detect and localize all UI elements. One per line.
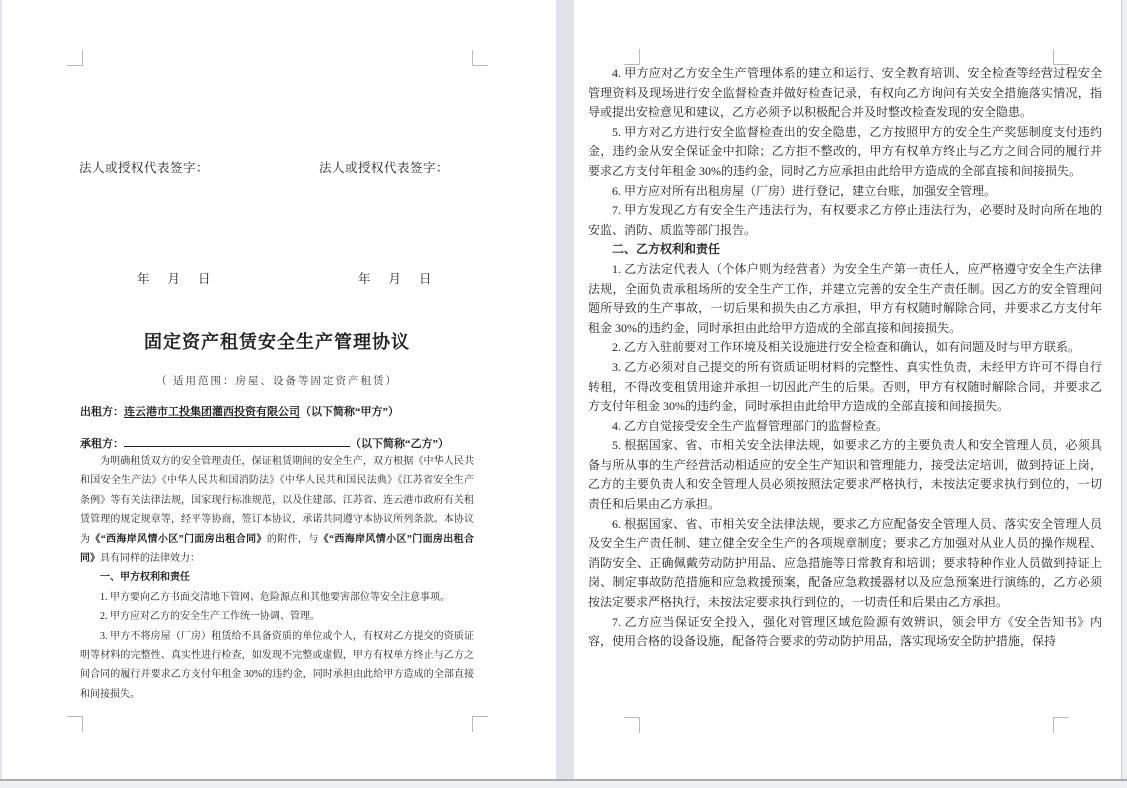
text-run: 5. 甲方对乙方进行安全监督检查出的安全隐患，乙方按照甲方的安全生产奖惩制度支付违约金，违约金从安全保证金中扣除；乙方拒不整改的，甲方有权单方终止与乙方之间合同的履行并要求乙方支付年租金 30%的违约金，同时乙方应承担由此给甲方造成的全部直接和间接损失。: [588, 124, 1102, 178]
signature-label-right[interactable]: 法人或授权代表签字：: [319, 161, 450, 175]
bold-text-run: 《“西海岸风情小区”门面房出租合同》: [90, 533, 267, 545]
margin-mark-bottom-left-icon: [624, 717, 640, 733]
date-line-left[interactable]: [137, 269, 211, 287]
margin-mark-bottom-right-icon: [472, 716, 488, 732]
lessee-suffix: （以下简称“乙方”）: [350, 438, 449, 450]
text-run: 7. 乙方应当保证安全投入，强化对管理区域危险源有效辨识，领会甲方《安全告知书》内容，使用合格的设备设施，配备符合要求的劳动防护用品，落实现场安全防护措施，保持: [588, 614, 1102, 649]
window-bottom-edge: [0, 779, 1127, 788]
vertical-scrollbar[interactable]: [1121, 0, 1127, 779]
document-page-2[interactable]: [574, 0, 1122, 779]
section-heading-paragraph: [588, 240, 1102, 260]
text-run: 二、乙方权利和责任: [612, 242, 721, 257]
body-paragraph: [588, 358, 1102, 417]
text-run: 一、甲方权利和责任: [100, 572, 190, 584]
lessee-line[interactable]: [80, 435, 449, 451]
text-run: 3. 乙方必须对自己提交的所有资质证明材料的完整性、真实性负责，未经甲方许可不得自行转租，不得改变租赁用途并承担一切因此产生的后果。否则，甲方有权随时解除合同，并要求乙方支付年租金 30%的违约金，同时承担由此给甲方造成的全部直接和间接损失。: [588, 359, 1102, 414]
text-run: 具有同样的法律效力：: [100, 553, 200, 565]
text-run: 7. 甲方发现乙方有安全生产违法行为，有权要求乙方停止违法行为，必要时及时向所在地的安监、消防、质监等部门报告。: [588, 203, 1102, 237]
body-paragraph: [80, 627, 474, 705]
text-run: 2. 甲方应对乙方的安全生产工作统一协调、管理。: [100, 611, 320, 623]
body-paragraph: [588, 64, 1102, 123]
text-run: 4. 甲方应对乙方安全生产管理体系的建立和运行、安全教育培训、安全检查等经营过程安全管理资料及现场进行安全监督检查并做好检查记录，有权向乙方询问有关安全措施落实情况，指导或提出安检意见和建议，乙方必须予以积极配合并及时整改检查发现的安全隐患。: [588, 66, 1102, 120]
body-paragraph: [588, 515, 1102, 613]
body-paragraph: [588, 123, 1102, 182]
margin-mark-bottom-right-icon: [1053, 717, 1069, 733]
document-page-1[interactable]: [2, 0, 556, 779]
text-run: 4. 乙方自觉接受安全生产监督管理部门的监督检查。: [612, 418, 889, 433]
agreement-scope-subtitle[interactable]: （ 适用范围：房屋、设备等固定资产租赁）: [155, 376, 399, 387]
body-paragraph: [588, 436, 1102, 514]
text-run: 6. 根据国家、省、市相关安全法律法规，要求乙方应配备安全管理人员、落实安全管理人员及安全生产责任制、建立健全安全生产的各项规章制度；要求乙方加强对从业人员的操作规程、消防安全、正确佩戴劳动防护用品、应急措施等日常教育和培训；要求特种作业人员做到持证上岗、制定事故防范措施和应急救援预案，配备应急救援器材以及应急预案进行演练的，乙方必须按法定要求严格执行，未按法定要求执行到位的，一切责任和后果由乙方承担。: [588, 516, 1102, 610]
page2-body-text[interactable]: [588, 64, 1102, 652]
page1-body-text[interactable]: [80, 452, 474, 704]
lessor-company-name: 连云港市工投集团灌西投资有限公司: [124, 406, 300, 418]
date-year-label: 年: [137, 272, 150, 286]
signature-label-left[interactable]: 法人或授权代表签字：: [79, 161, 210, 175]
text-run: 1. 乙方法定代表人（个体户则为经营者）为安全生产第一责任人，应严格遵守安全生产法律法规，全面负责承租场所的安全生产工作，并建立完善的安全生产责任制。因乙方的安全管理问题所导致的生产事故，一切后果和损失由乙方承担，甲方有权随时解除合同，并要求乙方支付年租金 30%的违约金，同时承担由此给甲方造成的全部直接和间接损失。: [588, 261, 1102, 335]
agreement-title[interactable]: 固定资产租赁安全生产管理协议: [144, 332, 410, 352]
date-month-label: 月: [167, 272, 181, 286]
lessor-label: 出租方：: [80, 406, 124, 418]
margin-mark-top-right-icon: [472, 50, 488, 66]
text-run: 3. 甲方不将房屋（厂房）租赁给不具备资质的单位或个人，有权对乙方提交的资质证明等材料的完整性、真实性进行检查，如发现不完整或虚假，甲方有权单方终止与乙方之间合同的履行并要求乙方支付年租金 30%的违约金，同时承担由此给甲方造成的全部直接和间接损失。: [80, 630, 474, 700]
body-paragraph: [588, 201, 1102, 240]
text-run: 1. 甲方要向乙方书面交清地下管网、危险源点和其他要害部位等安全注意事项。: [100, 591, 450, 603]
text-run: 的附件，与: [266, 533, 319, 545]
margin-mark-top-left-icon: [624, 49, 640, 65]
body-paragraph: [80, 607, 474, 626]
margin-mark-bottom-left-icon: [67, 716, 83, 732]
body-paragraph: [588, 417, 1102, 437]
section-heading-paragraph: [80, 568, 474, 587]
lessee-name-blank-field[interactable]: [124, 436, 350, 447]
lessor-suffix: （以下简称“甲方”）: [300, 406, 399, 418]
body-paragraph: [80, 588, 474, 607]
text-run: 6. 甲方应对所有出租房屋（厂房）进行登记，建立台账，加强安全管理。: [612, 183, 997, 198]
margin-mark-top-right-icon: [1053, 49, 1069, 65]
date-line-right[interactable]: [358, 269, 432, 287]
body-paragraph: [588, 182, 1102, 202]
margin-mark-top-left-icon: [67, 50, 83, 66]
date-day-label: 日: [419, 272, 432, 286]
text-run: 2. 乙方入驻前要对工作环境及相关设施进行安全检查和确认，如有问题及时与甲方联系。: [612, 340, 1081, 355]
lessor-line[interactable]: [80, 403, 399, 419]
lessee-label: 承租方：: [80, 438, 124, 450]
date-day-label: 日: [198, 272, 211, 286]
body-paragraph: [588, 260, 1102, 338]
body-paragraph: [588, 338, 1102, 358]
bold-text-run: 《“西海岸风情小区”门面房出租合同》: [80, 533, 475, 565]
text-run: 5. 根据国家、省、市相关安全法律法规，如要求乙方的主要负责人和安全管理人员，必须具备与所从事的生产经营活动相适应的安全生产知识和管理能力，接受法定培训，做到持证上岗，乙方的主要负责人和安全管理人员必须按照法定要求严格执行，未按法定要求执行到位的，一切责任和后果由乙方承担。: [588, 438, 1102, 512]
body-paragraph: [80, 452, 474, 568]
date-month-label: 月: [388, 272, 402, 286]
body-paragraph: [588, 613, 1102, 652]
text-run: 为明确租赁双方的安全管理责任，保证租赁期间的安全生产，双方根据《中华人民共和国安全生产法》《中华人民共和国消防法》《中华人民共和国民法典》《江苏省安全生产条例》等有关法律法规，国家现行标准规范，以及住建部、江苏省、连云港市政府有关租赁管理的规定规章等，经平等协商，签订本协议，承诺共同遵守本协议所列条款。本协议为: [80, 456, 474, 545]
date-year-label: 年: [358, 272, 371, 286]
